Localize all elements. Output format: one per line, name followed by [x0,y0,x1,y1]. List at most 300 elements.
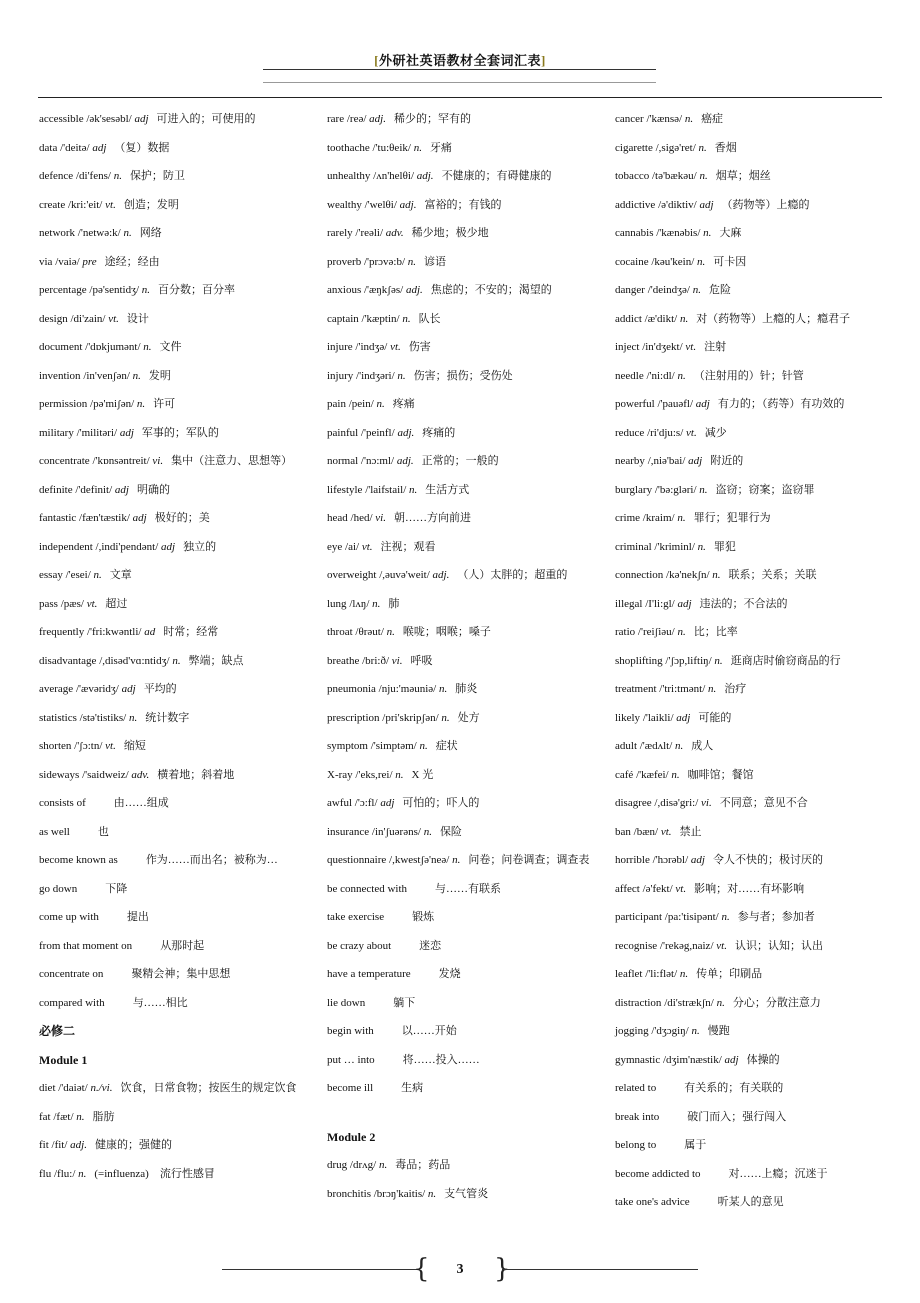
entry-meaning: 禁止 [679,825,702,838]
footer-rule-left [222,1269,418,1270]
vocab-entry [615,1051,883,1080]
vocab-entry [615,823,883,852]
entry-word: burglary [615,483,653,496]
entry-meaning: 肺 [388,597,400,610]
entry-meaning: 提出 [126,911,149,923]
entry-meaning: 队长 [418,312,441,325]
entry-part-of-speech: n. [677,369,686,382]
entry-meaning: 将……投入…… [402,1053,480,1066]
vocab-entry [327,566,595,595]
entry-word: nearby [615,455,645,467]
entry-part-of-speech: adj [380,797,395,809]
vocab-entry [39,794,307,823]
vocab-entry [327,1051,595,1080]
vocab-entry [615,167,883,196]
entry-meaning: 伤害；损伤；受伤处 [413,369,513,382]
vocab-entry [615,1022,883,1051]
entry-meaning: 呼吸 [410,654,433,667]
entry-part-of-speech: n. [132,369,141,382]
entry-part-of-speech: n. [441,711,450,724]
vocab-entry [39,538,307,567]
entry-word: treatment [615,683,657,695]
entry-part-of-speech: n. [691,1025,700,1037]
entry-word: needle [615,369,644,382]
entry-phonetic: /'fri:kwəntli/ [86,626,142,638]
entry-word: danger [615,284,645,296]
entry-word: breathe [327,654,360,667]
entry-meaning: 烟草；烟丝 [715,170,771,182]
entry-phonetic: /'deindʒə/ [647,284,690,296]
entry-meaning: 统计数字 [145,711,190,724]
vocab-entry [327,1185,595,1214]
entry-meaning: 迷恋 [419,939,442,952]
entry-word: document [39,341,83,353]
entry-meaning: 设计 [126,312,149,325]
entry-phonetic: /'peinfl/ [360,426,395,439]
vocab-entry [39,937,307,966]
entry-word: frequently [39,626,85,638]
spacer [327,1108,595,1128]
entry-phonetic: /flu:/ [53,1167,76,1180]
vocab-entry [39,310,307,339]
vocab-entry [615,1193,883,1222]
entry-meaning: （药物等）上瘾的 [721,198,810,211]
entry-meaning: 附近的 [710,455,744,467]
entry-part-of-speech: vt. [361,540,373,553]
entry-phonetic: /,niə'bai/ [647,455,686,467]
entry-word: drug [327,1159,348,1171]
entry-phonetic: /'kæfei/ [636,768,669,781]
entry-word: recognise [615,939,658,952]
vocab-entry [327,794,595,823]
entry-phonetic: /'li:flət/ [645,968,678,980]
vocab-entry [39,367,307,396]
entry-part-of-speech: vi. [391,654,403,667]
vocab-entry [39,196,307,225]
vocab-column-3 [615,110,883,1222]
entry-word: military [39,426,74,439]
entry-phonetic: /pa:'tisipənt/ [664,911,719,923]
section-heading: Module 2 [327,1129,376,1144]
entry-part-of-speech: adj [114,483,129,496]
entry-phonetic: /kəu'kein/ [651,255,695,268]
entry-part-of-speech: vt. [685,341,697,353]
entry-phonetic: /pə'sentidʒ/ [89,284,140,296]
vocab-entry [39,737,307,766]
vocab-entry [327,367,595,396]
vocab-entry [327,908,595,937]
entry-phonetic: /æ'dikt/ [644,312,678,325]
entry-word: distraction [615,996,662,1009]
entry-word: toothache [327,141,370,154]
entry-meaning: 军事的；军队的 [141,426,219,439]
entry-word: flu [39,1167,52,1180]
vocab-entry [39,680,307,709]
entry-word: anxious [327,284,362,296]
entry-part-of-speech: n. [376,398,385,410]
entry-meaning: 问卷；问卷调查；调查表 [468,854,590,866]
vocab-entry [39,595,307,624]
entry-phonetic: /kraim/ [642,512,675,524]
entry-part-of-speech: n. [378,1159,388,1171]
entry-word: illegal [615,597,643,610]
entry-phonetic: /ək'sesəbl/ [86,113,132,125]
entry-word: addict [615,312,642,325]
entry-part-of-speech: adj. [399,198,417,211]
vocab-entry [615,1165,883,1194]
entry-phonetic: /hed/ [350,512,373,524]
entry-word: essay [39,569,63,581]
entry-part-of-speech: adv. [385,227,404,239]
entry-word: consists of [39,797,86,809]
entry-word: cancer [615,113,644,125]
entry-word: insurance [327,825,370,838]
entry-meaning: 超过 [105,597,128,610]
entry-word: eye [327,540,343,553]
entry-phonetic: /'laikli/ [642,711,674,724]
entry-meaning: 发明 [148,369,171,382]
entry-word: diet [39,1082,56,1094]
vocab-entry [327,1022,595,1051]
entry-word: via [39,255,53,268]
entry-word: cannabis [615,227,654,239]
entry-meaning: 稀少的；罕有的 [393,113,471,125]
entry-phonetic: /'reiʃiəu/ [637,626,675,638]
entry-word: put … into [327,1053,375,1066]
entry-meaning: 下降 [105,882,128,895]
vocab-entry [327,994,595,1023]
entry-word: proverb [327,255,362,268]
vocab-entry [39,167,307,196]
entry-meaning: 疼痛的 [422,426,456,439]
entry-word: permission [39,398,88,410]
vocab-entry [327,595,595,624]
entry-phonetic: /,kwestʃə'neə/ [389,854,450,866]
entry-phonetic: /'kænəbis/ [656,227,701,239]
vocab-entry [39,908,307,937]
entry-phonetic: /bri:ð/ [362,654,390,667]
entry-meaning: 比；比率 [693,626,738,638]
vocab-entry [39,566,307,595]
vocab-entry [39,823,307,852]
entry-part-of-speech: adj [690,854,705,866]
entry-part-of-speech: adj [677,597,692,610]
entry-phonetic: /vaiə/ [55,255,80,268]
entry-meaning: 保险 [439,825,462,838]
vocab-entry [327,652,595,681]
entry-part-of-speech: vt. [390,341,401,353]
entry-part-of-speech: n. [692,284,701,296]
vocab-entry [39,709,307,738]
entry-word: fantastic [39,512,77,524]
entry-part-of-speech: n. [76,1110,85,1123]
vocab-entry [327,737,595,766]
header-rule-top [263,69,656,70]
vocab-entry [39,1079,307,1108]
entry-word: definite [39,483,73,496]
entry-phonetic: /'definit/ [75,483,113,496]
entry-word: throat [327,626,353,638]
vocab-entry [327,937,595,966]
entry-phonetic: /'rekəg,naiz/ [659,939,714,952]
entry-phonetic: /in'venʃən/ [83,369,130,382]
entry-phonetic: /ə'fekt/ [642,882,673,895]
entry-part-of-speech: n. [698,141,707,154]
entry-meaning: 弊端；缺点 [188,654,244,667]
vocab-entry [39,1165,307,1194]
entry-part-of-speech: n. [677,626,686,638]
entry-phonetic: /'nɔ:ml/ [360,455,395,467]
entry-word: injury [327,369,354,382]
entry-meaning: 伤害 [408,341,431,353]
vocab-entry [615,680,883,709]
entry-phonetic: /'kæptin/ [361,312,400,325]
entry-word: ban [615,825,631,838]
entry-meaning: 途经；经由 [104,255,160,268]
entry-word: café [615,768,634,781]
vocab-entry [39,424,307,453]
entry-word: pneumonia [327,683,376,695]
vocab-entry [327,680,595,709]
vocab-entry [39,110,307,139]
entry-word: be crazy about [327,939,392,952]
vocab-entry [615,253,883,282]
entry-phonetic: /'welθi/ [364,198,397,211]
entry-phonetic: /pæs/ [60,597,84,610]
vocab-entry [39,481,307,510]
entry-phonetic: /'saidweiz/ [82,768,129,781]
vocab-entry [39,623,307,652]
entry-word: horrible [615,854,650,866]
vocab-entry [39,994,307,1023]
entry-part-of-speech: vt. [686,426,697,439]
vocab-entry [39,766,307,795]
entry-part-of-speech: n. [703,227,712,239]
vocab-entry [39,338,307,367]
vocab-entry [327,224,595,253]
entry-word: X-ray [327,768,353,781]
entry-part-of-speech: n. [716,996,725,1009]
vocab-entry [615,424,883,453]
entry-meaning: 不健康的；有碍健康的 [441,170,552,182]
entry-phonetic: /brɔŋ'kaitis/ [373,1187,426,1200]
entry-part-of-speech: n. [679,968,689,980]
entry-meaning: 有关系的；有关联的 [684,1082,784,1094]
entry-part-of-speech: adj. [396,455,414,467]
entry-word: normal [327,455,359,467]
entry-part-of-speech: adj [92,141,107,154]
entry-part-of-speech: n. [386,626,395,638]
entry-word: become addicted to [615,1167,701,1180]
vocab-entry [615,538,883,567]
entry-word: take one's advice [615,1196,690,1208]
entry-meaning: 创造；发明 [123,198,179,211]
entry-phonetic: /'netwə:k/ [77,227,121,239]
entry-phonetic: /'laifstail/ [365,483,407,496]
header-rule-full [38,97,882,98]
entry-meaning: 保护；防卫 [129,170,185,182]
vocab-entry [615,481,883,510]
entry-meaning: 注射 [704,341,727,353]
entry-phonetic: /'ɔ:fl/ [354,797,378,809]
entry-phonetic: /'simptəm/ [370,740,417,752]
entry-part-of-speech: n. [452,854,461,866]
entry-part-of-speech: adj [161,540,176,553]
vocab-entry [615,395,883,424]
entry-word: participant [615,911,663,923]
entry-meaning: 症状 [435,740,458,752]
vocab-entry [39,452,307,481]
vocab-entry [327,823,595,852]
vocab-entry [615,794,883,823]
title-bracket-open: [ [374,53,379,68]
entry-word: affect [615,882,640,895]
vocab-entry [327,110,595,139]
entry-phonetic: /fæt/ [53,1110,74,1123]
title-text: 外研社英语教材全套词汇表 [378,53,541,68]
entry-meaning: 可能的 [698,711,732,724]
vocab-entry [39,851,307,880]
entry-phonetic: /,əuvə'weit/ [379,569,430,581]
vocab-entry [39,1108,307,1137]
vocab-entry [615,1136,883,1165]
entry-phonetic: /'ni:dl/ [646,369,675,382]
entry-meaning: 生病 [401,1082,424,1094]
vocab-entry [327,709,595,738]
entry-phonetic: /'daiət/ [58,1082,88,1094]
entry-meaning: 以……开始 [401,1025,457,1037]
entry-meaning: 注视；观看 [380,540,436,553]
entry-word: questionnaire [327,854,387,866]
entry-phonetic: /di'zain/ [70,312,106,325]
entry-meaning: 有力的；（药等）有功效的 [717,398,845,410]
entry-part-of-speech: adj [699,198,714,211]
entry-part-of-speech: n. [712,569,721,581]
entry-meaning: 时常；经常 [163,626,219,638]
entry-word: reduce [615,426,645,439]
entry-part-of-speech: n. [172,654,181,667]
entry-meaning: (=influenza) 流行性感冒 [94,1167,215,1180]
entry-meaning: 极好的；美 [154,512,210,524]
vocab-entry [615,709,883,738]
entry-meaning: 焦虑的；不安的；渴望的 [430,284,552,296]
vocab-entry [327,766,595,795]
entry-phonetic: /drʌg/ [349,1159,377,1171]
entry-meaning: 罪行；犯罪行为 [693,512,771,524]
page-number: 3 [456,1262,464,1277]
entry-word: invention [39,369,81,382]
entry-meaning: 网络 [139,227,162,239]
vocab-entry [327,452,595,481]
entry-word: powerful [615,398,655,410]
entry-part-of-speech: n. [93,569,102,581]
entry-word: rarely [327,227,353,239]
entry-phonetic: /'dʒɔgiŋ/ [651,1025,689,1037]
entry-phonetic: /θrəut/ [355,626,384,638]
vocab-entry [327,395,595,424]
entry-part-of-speech: n. [113,170,122,182]
entry-part-of-speech: n. [123,227,132,239]
entry-phonetic: /kri:'eit/ [68,198,103,211]
entry-meaning: 分心；分散注意力 [732,996,821,1009]
vocab-entry [615,509,883,538]
entry-word: head [327,512,348,524]
entry-word: concentrate on [39,968,104,980]
entry-part-of-speech: adj. [397,426,415,439]
entry-phonetic: /di'strækʃn/ [664,996,714,1009]
entry-meaning: 正常的；一般的 [421,455,499,467]
entry-meaning: 毒品；药品 [395,1159,451,1171]
entry-meaning: 咖啡馆；餐馆 [687,768,754,781]
entry-word: independent [39,540,93,553]
entry-meaning: 与……有联系 [435,882,502,895]
entry-meaning: 传单；印刷品 [696,968,763,980]
entry-part-of-speech: adj. [369,113,386,125]
entry-word: captain [327,312,359,325]
entry-meaning: 听某人的意见 [717,1196,784,1208]
entry-word: injure [327,341,353,353]
entry-word: inject [615,341,640,353]
vocab-entry [39,281,307,310]
entry-part-of-speech: adj [132,512,147,524]
vocab-entry [327,310,595,339]
vocab-entry [327,623,595,652]
entry-word: data [39,141,58,154]
entry-phonetic: /'ʃɔ:tn/ [74,740,103,752]
entry-phonetic: /'kriminl/ [654,540,695,553]
vocab-entry [39,509,307,538]
entry-meaning: 逛商店时偷窃商品的行 [730,654,841,667]
entry-part-of-speech: adj [119,426,134,439]
entry-word: disagree [615,797,652,809]
entry-word: percentage [39,284,87,296]
vocab-entry [615,110,883,139]
entry-part-of-speech: adj. [432,569,450,581]
entry-phonetic: /,disə'gri:/ [654,797,699,809]
entry-word: prescription [327,711,380,724]
entry-part-of-speech: vi. [152,455,164,467]
entry-meaning: 可进入的；可使用的 [156,113,256,125]
entry-part-of-speech: vt. [108,312,119,325]
vocab-entry [615,139,883,168]
entry-part-of-speech: n. [395,768,404,781]
entry-word: from that moment on [39,939,133,952]
entry-word: cigarette [615,141,653,154]
entry-meaning: 也 [97,825,109,838]
entry-word: adult [615,740,637,752]
entry-meaning: 可卡因 [713,255,747,268]
entry-meaning: 稀少地；极少地 [411,227,489,239]
entry-word: addictive [615,198,656,211]
entry-phonetic: /dʒim'næstik/ [662,1053,722,1066]
entry-phonetic: /'militəri/ [76,426,118,439]
entry-word: pass [39,597,58,610]
vocab-entry [615,880,883,909]
entry-part-of-speech: adv. [131,768,150,781]
entry-word: become known as [39,854,118,866]
entry-part-of-speech: vt. [675,882,687,895]
entry-phonetic: /lʌŋ/ [349,597,370,610]
entry-phonetic: /I'li:gl/ [645,597,675,610]
entry-word: have a temperature [327,968,411,980]
entry-meaning: 喉咙；咽喉；嗓子 [402,626,491,638]
entry-word: disadvantage [39,654,97,667]
entry-phonetic: /'pauəfl/ [657,398,694,410]
entry-part-of-speech: adj [121,683,136,695]
entry-phonetic: /ri'dju:s/ [647,426,684,439]
vocab-entry [615,737,883,766]
entry-meaning: 盗窃；窃案；盗窃罪 [715,483,815,496]
